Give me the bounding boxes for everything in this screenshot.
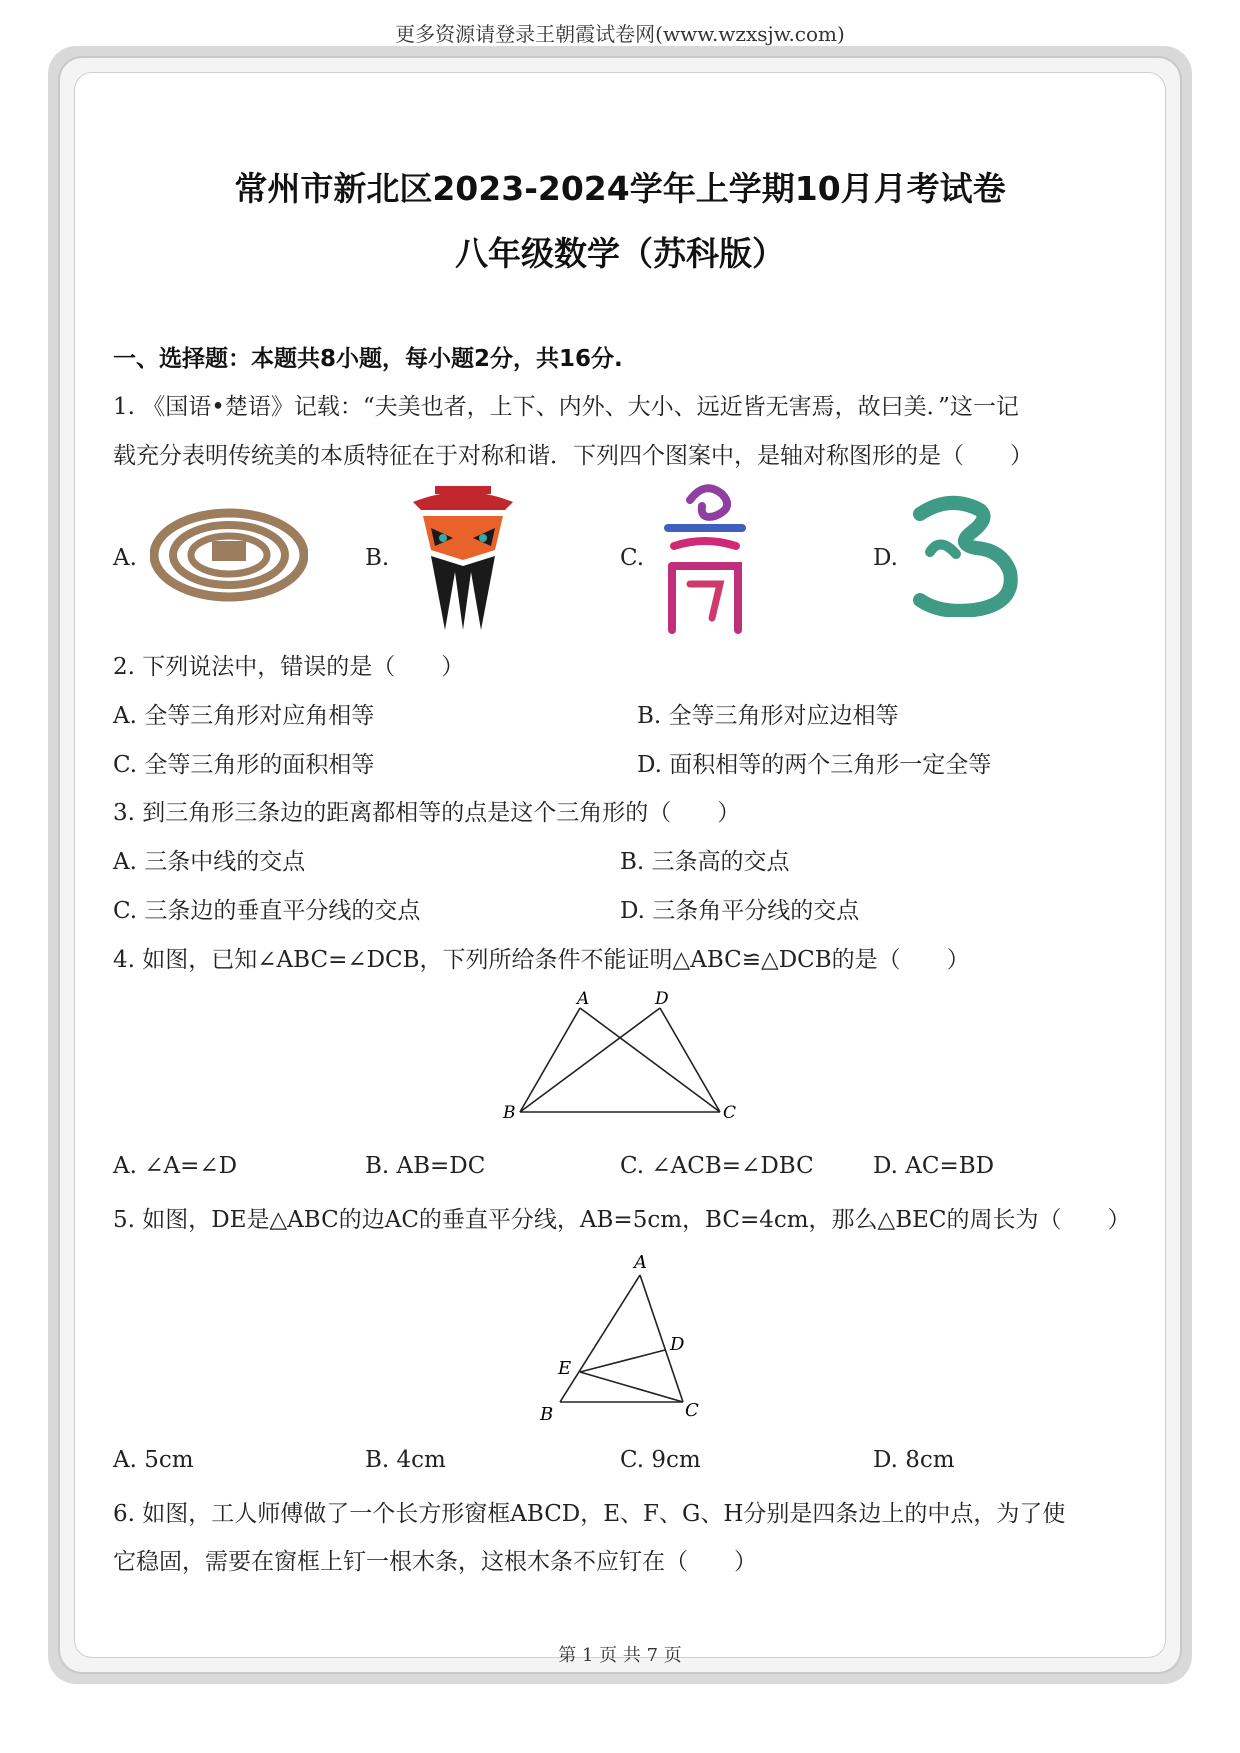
exam-subtitle: 八年级数学（苏科版） xyxy=(455,234,785,273)
q5-label-d: D xyxy=(670,1334,685,1355)
q4-stem: 4. 如图，已知∠ABC=∠DCB，下列所给条件不能证明△ABC≌△DCB的是（ ） xyxy=(113,947,970,973)
q3-option-a: A. 三条中线的交点 xyxy=(113,849,306,875)
q4-option-b: B. AB=DC xyxy=(365,1153,486,1179)
q1-line1: 1. 《国语•楚语》记载：“夫美也者，上下、内外、大小、远近皆无害焉，故曰美．”这一记 xyxy=(113,394,1019,420)
watermark-header: 更多资源请登录王朝霞试卷网(www.wzxsjw.com) xyxy=(395,22,845,46)
q2-option-d: D. 面积相等的两个三角形一定全等 xyxy=(637,752,992,778)
q3-option-b: B. 三条高的交点 xyxy=(620,849,790,875)
q1-option-b-label: B. xyxy=(365,545,390,571)
q2-option-a: A. 全等三角形对应角相等 xyxy=(113,703,375,729)
q2-stem: 2. 下列说法中，错误的是（ ） xyxy=(113,654,465,680)
q4-option-c: C. ∠ACB=∠DBC xyxy=(620,1153,814,1179)
q5-stem: 5. 如图，DE是△ABC的边AC的垂直平分线，AB=5cm，BC=4cm，那么△BEC的周长为（ ） xyxy=(113,1207,1131,1233)
q1-green-logo-image xyxy=(910,492,1025,617)
q3-stem: 3. 到三角形三条边的距离都相等的点是这个三角形的（ ） xyxy=(113,800,741,826)
q4-label-a: A xyxy=(577,990,590,1009)
q2-option-b: B. 全等三角形对应边相等 xyxy=(637,703,899,729)
q3-option-d: D. 三条角平分线的交点 xyxy=(620,898,860,924)
q5-triangle-figure xyxy=(530,1250,710,1425)
q1-option-c-label: C. xyxy=(620,545,645,571)
q5-option-c: C. 9cm xyxy=(620,1447,701,1473)
q5-option-d: D. 8cm xyxy=(873,1447,955,1473)
q5-option-a: A. 5cm xyxy=(113,1447,194,1473)
q5-label-b: B xyxy=(540,1404,554,1425)
q4-triangle-figure xyxy=(495,990,745,1120)
q1-pattern-a-image xyxy=(150,505,308,605)
q4-option-d: D. AC=BD xyxy=(873,1153,995,1179)
q5-option-b: B. 4cm xyxy=(365,1447,446,1473)
q1-script-logo-image xyxy=(660,480,750,635)
q2-option-c: C. 全等三角形的面积相等 xyxy=(113,752,375,778)
q5-label-a: A xyxy=(634,1252,647,1273)
q6-line1: 6. 如图，工人师傅做了一个长方形窗框ABCD，E、F、G、H分别是四条边上的中点，为了使 xyxy=(113,1501,1066,1527)
q1-option-d-label: D. xyxy=(873,545,898,571)
q1-option-a-label: A. xyxy=(113,545,137,571)
q4-option-a: A. ∠A=∠D xyxy=(113,1153,238,1179)
q1-line2: 载充分表明传统美的本质特征在于对称和谐．下列四个图案中，是轴对称图形的是（ ） xyxy=(113,443,1033,469)
q4-label-d: D xyxy=(655,990,669,1009)
q3-option-c: C. 三条边的垂直平分线的交点 xyxy=(113,898,421,924)
q5-label-c: C xyxy=(685,1400,699,1421)
q4-label-c: C xyxy=(723,1103,737,1120)
q5-label-e: E xyxy=(558,1358,572,1379)
section-heading: 一、选择题：本题共8小题，每小题2分，共16分. xyxy=(113,346,623,372)
q6-line2: 它稳固，需要在窗框上钉一根木条，这根木条不应钉在（ ） xyxy=(113,1549,757,1575)
q4-label-b: B xyxy=(503,1103,516,1120)
exam-title: 常州市新北区2023-2024学年上学期10月月考试卷 xyxy=(234,169,1006,208)
page-footer: 第 1 页 共 7 页 xyxy=(558,1645,682,1666)
q1-opera-mask-image xyxy=(405,480,521,632)
